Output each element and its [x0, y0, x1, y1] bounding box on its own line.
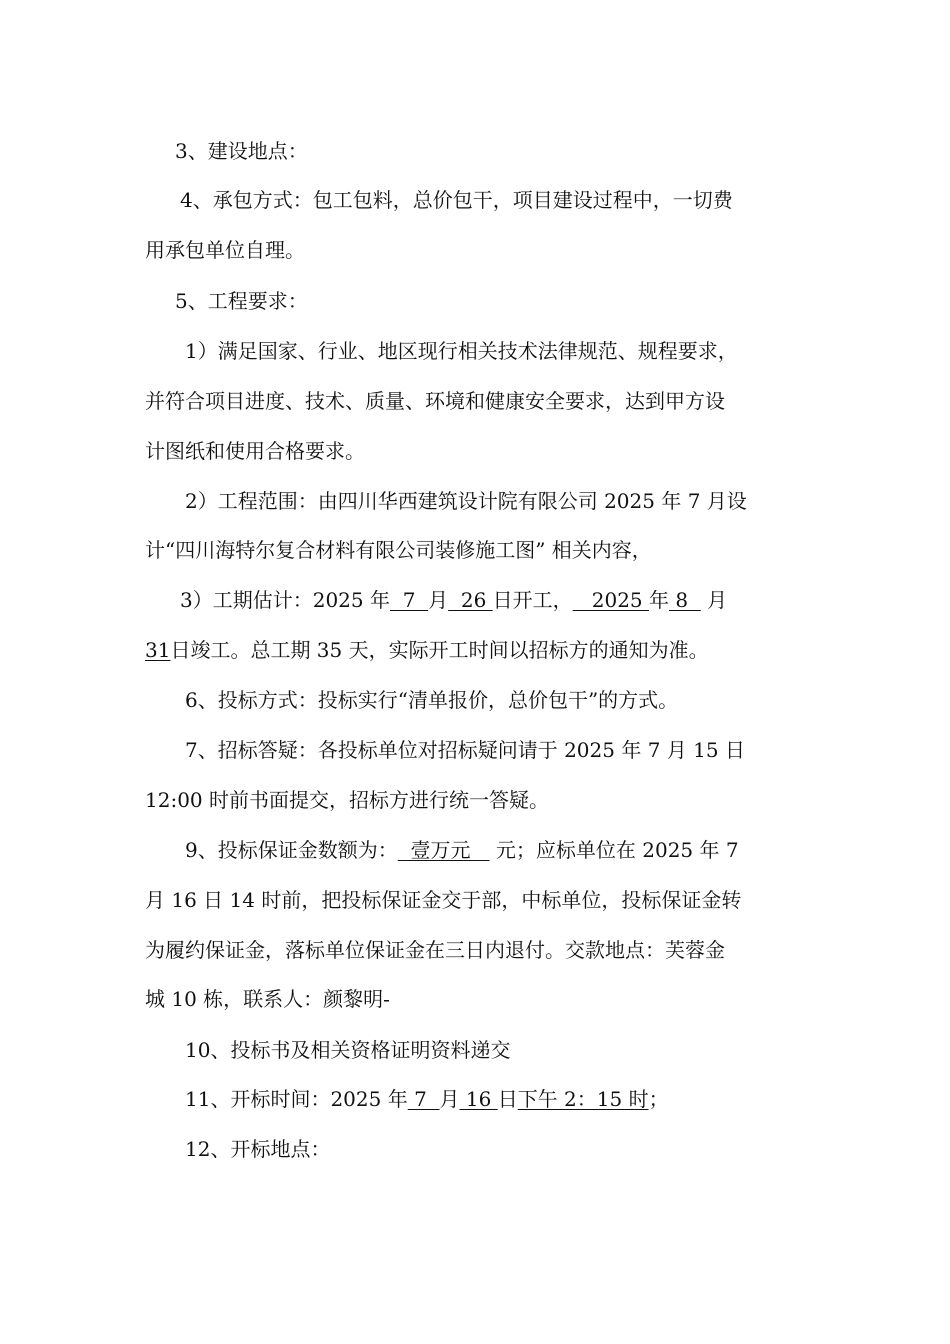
item-7-qa-line2: 12:00 时前书面提交，招标方进行统一答疑。 — [145, 788, 549, 812]
req-2-scope-line2: 计“四川海特尔复合材料有限公司装修施工图” 相关内容， — [145, 538, 652, 562]
end-month-field: 8 — [669, 588, 701, 612]
year-label: 年 — [649, 588, 669, 612]
req-3-schedule-line1 — [180, 585, 727, 615]
item-4-contract-mode-line2: 用承包单位自理。 — [145, 238, 305, 262]
opening-day-label: 日 — [497, 1087, 518, 1111]
end-year-field: 2025 — [572, 588, 649, 612]
end-day-field: 31 — [145, 638, 171, 662]
item-9-deposit-line1 — [185, 835, 739, 865]
item-4-contract-mode-line1: 4、承包方式：包工包料，总价包干，项目建设过程中，一切费 — [180, 188, 733, 212]
start-label: 日开工， — [492, 588, 573, 612]
req-2-scope-line1: 2）工程范围：由四川华西建筑设计院有限公司 2025 年 7 月设 — [185, 489, 747, 513]
opening-day-field: 16 — [459, 1087, 498, 1111]
opening-time-field: 下午 2：15 时 — [517, 1087, 649, 1111]
month-label-2: 月 — [700, 588, 728, 612]
item-6-bidding-method: 6、投标方式：投标实行“清单报价，总价包干”的方式。 — [185, 688, 679, 712]
item-11-opening-time — [185, 1084, 669, 1114]
opening-month-label: 月 — [439, 1087, 460, 1111]
opening-suffix: ； — [648, 1087, 669, 1111]
start-month-field: 7 — [389, 588, 429, 612]
req-1-line2: 并符合项目进度、技术、质量、环境和健康安全要求，达到甲方设 — [145, 389, 725, 413]
req-1-line3: 计图纸和使用合格要求。 — [145, 439, 365, 463]
start-day-field: 26 — [448, 588, 493, 612]
opening-prefix: 11、开标时间：2025 年 — [185, 1087, 408, 1111]
req-3-schedule-line2 — [145, 635, 709, 665]
month-label: 月 — [428, 588, 449, 612]
req-1-line1: 1）满足国家、行业、地区现行相关技术法律规范、规程要求， — [185, 339, 738, 363]
item-10-submission: 10、投标书及相关资格证明资料递交 — [185, 1038, 511, 1062]
item-12-opening-location: 12、开标地点： — [185, 1137, 331, 1161]
item-3-construction-site: 3、建设地点： — [175, 139, 308, 163]
item-7-qa-line1: 7、招标答疑：各投标单位对招标疑问请于 2025 年 7 月 15 日 — [185, 738, 745, 762]
item-5-project-requirements: 5、工程要求： — [175, 289, 308, 313]
item-9-deposit-line4: 城 10 栋，联系人：颜黎明- — [145, 987, 390, 1011]
schedule-prefix: 3）工期估计：2025 年 — [180, 588, 390, 612]
schedule-rest: 日竣工。总工期 35 天，实际开工时间以招标方的通知为准。 — [170, 638, 709, 662]
deposit-amount-field: 壹万元 — [397, 838, 490, 862]
item-9-deposit-line3: 为履约保证金，落标单位保证金在三日内退付。交款地点：芙蓉金 — [145, 938, 725, 962]
deposit-prefix: 9、投标保证金数额为： — [185, 838, 398, 862]
opening-month-field: 7 — [407, 1087, 440, 1111]
item-9-deposit-line2: 月 16 日 14 时前，把投标保证金交于部，中标单位，投标保证金转 — [145, 888, 742, 912]
deposit-suffix: 元；应标单位在 2025 年 7 — [489, 838, 739, 862]
